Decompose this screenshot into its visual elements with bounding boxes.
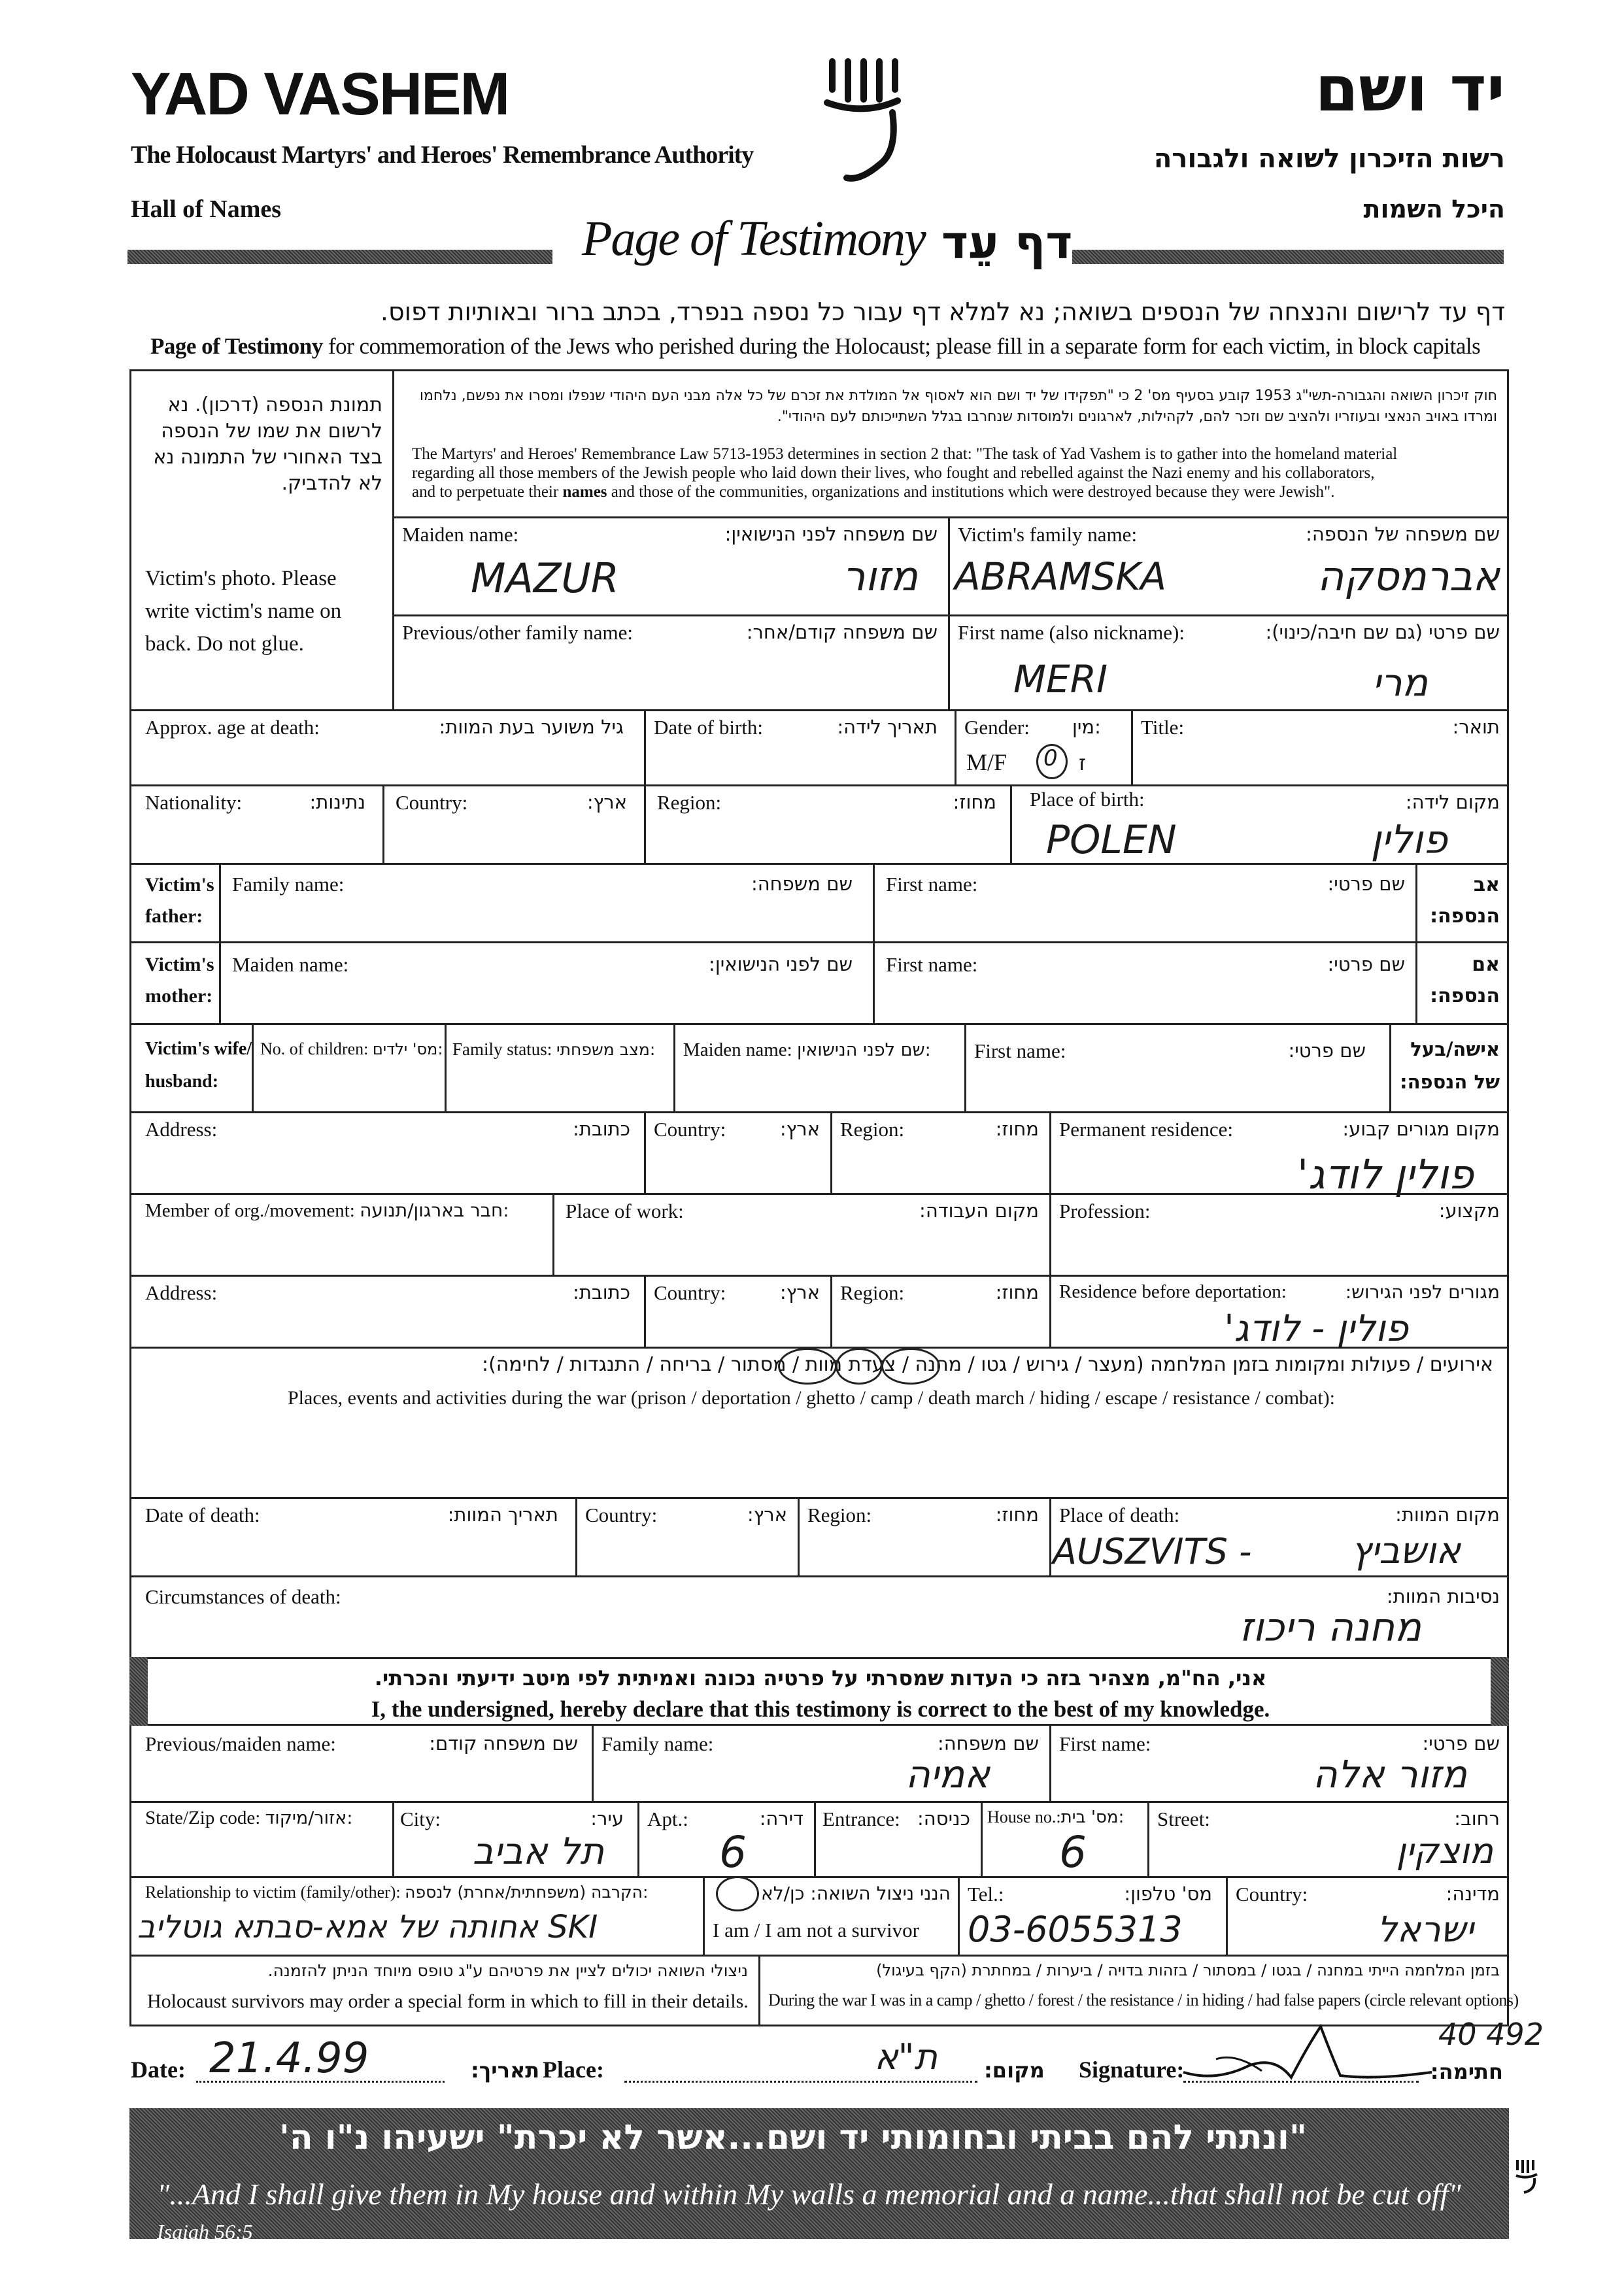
- address2-label: Address:: [145, 1281, 218, 1304]
- first-name-label-he: שם פרטי (גם שם חיבה/כינוי):: [1265, 621, 1500, 643]
- place-label: Place:: [543, 2057, 604, 2083]
- spouse-first-label: First name:: [974, 1039, 1066, 1062]
- dob-label-he: תאריך לידה:: [837, 716, 938, 738]
- date-label-he: תאריך:: [471, 2058, 540, 2083]
- address-country-label: Country:: [654, 1118, 726, 1141]
- spouse-maiden-label: Maiden name: שם לפני הנישואין:: [683, 1039, 931, 1060]
- family-name-value-en[interactable]: ABRAMSKA: [955, 554, 1167, 599]
- pob-label-he: מקום לידה:: [1405, 791, 1500, 813]
- address-region-label: Region:: [840, 1118, 905, 1141]
- mother-maiden-label-he: שם לפני הנישואין:: [709, 953, 853, 975]
- first-name-value-en[interactable]: MERI: [1013, 657, 1108, 701]
- mother-maiden-label: Maiden name:: [232, 953, 349, 976]
- maiden-name-value-en[interactable]: MAZUR: [471, 554, 619, 602]
- father-first-label: First name:: [886, 873, 978, 896]
- pod-value-en[interactable]: AUSZVITS -: [1053, 1531, 1252, 1572]
- family-name-label: Victim's family name:: [958, 523, 1138, 546]
- address-label: Address:: [145, 1118, 218, 1141]
- gender-mark: 0: [1043, 745, 1058, 771]
- org-name-en: YAD VASHEM: [131, 61, 509, 127]
- footer-quote-en: "...And I shall give them in My house and within My walls a memorial and a name...that shall not be cut off" Isaiah 56:5: [157, 2177, 1461, 2244]
- street-label-he: רחוב:: [1454, 1807, 1500, 1830]
- dod-region-label: Region:: [807, 1504, 872, 1526]
- address2-label-he: כתובת:: [573, 1281, 630, 1303]
- tel-label-he: מס' טלפון:: [1124, 1883, 1212, 1905]
- date-value[interactable]: 21.4.99: [209, 2034, 369, 2083]
- relationship-label: Relationship to victim (family/other): הקרבה (משפחתית/אחרת) לנספה:: [145, 1883, 649, 1902]
- corner-note: 40 492: [1438, 2017, 1544, 2052]
- dod-country-label-he: ארץ:: [747, 1504, 787, 1526]
- apt-label: Apt.:: [647, 1807, 688, 1830]
- father-family-label: Family name:: [232, 873, 345, 896]
- street-value[interactable]: מוצקין: [1396, 1830, 1493, 1872]
- events-circle-deportation[interactable]: [881, 1348, 940, 1385]
- gender-options: M/F: [966, 749, 1007, 775]
- subtitle-he: דף עד לרישום והנצחה של הנספים בשואה; נא למלא דף עבור כל נספה בנפרד, בכתב ברור ובאותיות דפוס.: [380, 297, 1505, 326]
- decl-first-label: First name:: [1059, 1732, 1151, 1755]
- previous-name-label: Previous/other family name:: [402, 621, 633, 644]
- nationality-label: Nationality:: [145, 791, 243, 814]
- events-circle-camp[interactable]: [778, 1348, 837, 1385]
- tel-label: Tel.:: [968, 1883, 1004, 1906]
- declaration-bar-right: [1491, 1657, 1509, 1726]
- place-label-he: מקום:: [984, 2058, 1045, 2083]
- maiden-name-label-he: שם משפחה לפני הנישואין:: [724, 523, 938, 545]
- workplace-label: Place of work:: [566, 1200, 684, 1222]
- address2-region-label-he: מחוז:: [995, 1281, 1039, 1303]
- gender-label: Gender:: [964, 716, 1030, 739]
- circ-label: Circumstances of death:: [145, 1585, 341, 1608]
- city-value[interactable]: תל אביב: [472, 1830, 604, 1873]
- events-circle-ghetto[interactable]: [836, 1348, 883, 1385]
- res-deport-value[interactable]: פולין - לודג': [1224, 1307, 1408, 1350]
- profession-label-he: מקצוע:: [1438, 1200, 1500, 1222]
- age-label-he: גיל משוער בעת המוות:: [439, 716, 624, 738]
- profession-label: Profession:: [1059, 1200, 1151, 1222]
- decl-family-label: Family name:: [601, 1732, 714, 1755]
- footer-quote-he: "ונתתי להם בביתי ובחומותי יד ושם...אשר לא יכרת" ישעיהו נ"ו ה': [279, 2118, 1307, 2157]
- res-deport-label-he: מגורים לפני הגירוש:: [1345, 1281, 1500, 1303]
- title-label-he: תואר:: [1452, 716, 1500, 738]
- pob-value-en[interactable]: POLEN: [1046, 817, 1177, 863]
- gender-he-options: ז: [1079, 750, 1087, 775]
- country2-value[interactable]: ישראל: [1377, 1909, 1474, 1950]
- entrance-label-he: כניסה:: [917, 1807, 970, 1830]
- hall-he: היכל השמות: [1363, 195, 1505, 224]
- pod-label-he: מקום המוות:: [1395, 1504, 1500, 1526]
- family-name-label-he: שם משפחה של הנספה:: [1306, 523, 1500, 545]
- maiden-name-label: Maiden name:: [402, 523, 519, 546]
- address-region-label-he: מחוז:: [995, 1118, 1039, 1140]
- survivor-label-he: הנני ניצול השואה: כן/לא: [760, 1883, 951, 1904]
- decl-family-value[interactable]: אמיה: [905, 1752, 990, 1796]
- place-value[interactable]: ת"א: [874, 2036, 938, 2077]
- nationality-label-he: נתינות:: [309, 791, 365, 813]
- title-bar-left: [127, 250, 552, 264]
- page-title-en: Page of Testimony: [582, 211, 925, 266]
- address2-region-label: Region:: [840, 1281, 905, 1304]
- house-value[interactable]: 6: [1059, 1827, 1087, 1877]
- survivor-circle[interactable]: [716, 1876, 759, 1911]
- perm-res-label-he: מקום מגורים קבוע:: [1342, 1118, 1500, 1140]
- circ-value[interactable]: מחנה ריכוז: [1239, 1605, 1421, 1651]
- apt-label-he: דירה:: [759, 1807, 804, 1830]
- events-he: אירועים / פעולות ומקומות בזמן המלחמה (מעצר / גירוש / גטו / מחנה / צעדת מוות / מסתור / בריחה / התנגדות / לחימה):: [481, 1353, 1493, 1376]
- address2-country-label-he: ארץ:: [779, 1281, 820, 1303]
- subtitle-en: [150, 333, 1480, 360]
- decl-first-value[interactable]: מזור אלה: [1312, 1752, 1467, 1796]
- place-line: [624, 2081, 977, 2083]
- dod-label-he: תאריך המוות:: [447, 1504, 558, 1526]
- age-label: Approx. age at death:: [145, 716, 320, 739]
- workplace-label-he: מקום העבודה:: [919, 1200, 1039, 1222]
- declaration-he: אני, הח"מ, מצהיר בזה כי העדות שמסרתי על פרטיה נכונה ואמיתית לפי מיטב ידיעתי והכרתי.: [374, 1666, 1267, 1690]
- father-first-label-he: שם פרטי:: [1327, 873, 1405, 895]
- events-en: Places, events and activities during the war (prison / deportation / ghetto / camp / death march / hiding / escape / resistance / combat):: [288, 1387, 1336, 1409]
- res-deport-label: Residence before deportation:: [1059, 1281, 1287, 1302]
- subtitle-en-bold: Page of Testimony: [150, 333, 323, 359]
- mother-first-label-he: שם פרטי:: [1327, 953, 1405, 975]
- authority-he: רשות הזיכרון לשואה ולגבורה: [1153, 144, 1505, 174]
- relationship-value[interactable]: SKI אחותה של אמא-סבתא גוטליב: [137, 1909, 598, 1945]
- signature-label-he: חתימה:: [1430, 2059, 1503, 2084]
- father-family-label-he: שם משפחה:: [751, 873, 853, 895]
- during-war-he: בזמן המלחמה הייתי במחנה / בגטו / במסתור / בזהות בדויה / ביערות / במחתרת (הקף בעיגול): [876, 1961, 1500, 1979]
- spouse-label-he: אישה/בעל של הנספה:: [1399, 1038, 1500, 1093]
- declaration-bar-left: [129, 1657, 148, 1726]
- children-label: No. of children: מס' ילדים:: [260, 1039, 443, 1058]
- country2-label-he: מדינה:: [1446, 1883, 1500, 1905]
- footer-logo-icon: [1514, 2157, 1540, 2196]
- photo-box-he: תמונת הנספה (דרכון). נא לרשום את שמו של הנספה בצד האחורי של התמונה נא לא להדביק.: [153, 394, 382, 495]
- apt-value[interactable]: 6: [719, 1827, 747, 1877]
- org-name-he: יד ושם: [1315, 52, 1505, 126]
- country2-label: Country:: [1236, 1883, 1308, 1906]
- page-title-he: דף עֵד: [941, 216, 1073, 269]
- law-en-line1: The Martyrs' and Heroes' Remembrance Law 5713-1953 determines in section 2 that: "The task of Yad Vashem is to gather into the homeland material: [412, 445, 1398, 463]
- circ-label-he: נסיבות המוות:: [1386, 1585, 1500, 1607]
- first-name-label: First name (also nickname):: [958, 621, 1185, 644]
- family-name-value-he[interactable]: אברמסקה: [1317, 552, 1500, 600]
- member-label: Member of org./movement: חבר בארגון/תנועה:: [145, 1200, 509, 1221]
- country-label: Country:: [396, 791, 468, 814]
- title-label: Title:: [1141, 716, 1185, 739]
- region-label-he: מחוז:: [953, 791, 996, 813]
- perm-res-value[interactable]: פולין לודג': [1297, 1151, 1474, 1198]
- spouse-label: Victim's wife/ husband:: [145, 1039, 252, 1092]
- dob-label: Date of birth:: [654, 716, 764, 739]
- spouse-first-label-he: שם פרטי:: [1288, 1039, 1366, 1062]
- title-bar-right: [1072, 250, 1504, 264]
- street-label: Street:: [1157, 1807, 1210, 1830]
- prev-maiden-label: Previous/maiden name:: [145, 1732, 336, 1755]
- mother-label: Victim's mother:: [145, 954, 214, 1007]
- pod-label: Place of death:: [1059, 1504, 1180, 1526]
- maiden-name-value-he[interactable]: מזור: [842, 552, 918, 600]
- entrance-label: Entrance:: [822, 1807, 900, 1830]
- tel-value[interactable]: 03-6055313: [968, 1909, 1183, 1950]
- father-label: Victim's father:: [145, 874, 214, 927]
- pob-label: Place of birth:: [1030, 788, 1145, 811]
- survivor-note-en: Holocaust survivors may order a special form in which to fill in their details.: [147, 1991, 749, 2012]
- mother-label-he: אם הנספה:: [1430, 953, 1500, 1007]
- house-label: House no.:מס' בית:: [987, 1807, 1125, 1827]
- address2-country-label: Country:: [654, 1281, 726, 1304]
- dod-region-label-he: מחוז:: [995, 1504, 1039, 1526]
- law-en-line2: regarding all those members of the Jewish people who laid down their lives, who fought and rebelled against the Nazi enemy and his collaborators,: [412, 464, 1375, 482]
- subtitle-en-rest: for commemoration of the Jews who perished during the Holocaust; please fill in a separate form for each victim, in block capitals: [322, 333, 1481, 359]
- city-label-he: עיר:: [590, 1807, 624, 1830]
- photo-box-en: Victim's photo. Please write victim's name on back. Do not glue.: [145, 567, 342, 656]
- decl-first-label-he: שם פרטי:: [1422, 1732, 1500, 1755]
- hall-en: Hall of Names: [131, 195, 282, 223]
- address-country-label-he: ארץ:: [779, 1118, 820, 1140]
- previous-name-label-he: שם משפחה קודם/אחר:: [746, 621, 938, 643]
- country-label-he: ארץ:: [586, 791, 627, 813]
- signature-drawing[interactable]: [1177, 2020, 1438, 2092]
- survivor-label-en: I am / I am not a survivor: [713, 1919, 919, 1941]
- decl-family-label-he: שם משפחה:: [937, 1732, 1039, 1755]
- first-name-value-he[interactable]: מרי: [1372, 660, 1428, 705]
- law-en-line3: and to perpetuate their names and those of the communities, organizations and institutions which were destroyed because they were Jewish".: [412, 483, 1335, 501]
- survivor-note-he: ניצולי השואה יכולים לציין את פרטיהם ע"ג טופס מיוחד הניתן להזמנה.: [267, 1961, 748, 1980]
- pob-value-he[interactable]: פולין: [1370, 817, 1447, 863]
- law-en: [412, 445, 1504, 501]
- prev-maiden-label-he: שם משפחה קודם:: [429, 1732, 578, 1755]
- city-label: City:: [400, 1807, 441, 1830]
- address-label-he: כתובת:: [573, 1118, 630, 1140]
- state-label: State/Zip code: אזור/מיקוד:: [145, 1807, 353, 1828]
- signature-label: Signature:: [1079, 2057, 1185, 2083]
- yad-vashem-logo: [820, 54, 905, 191]
- authority-en: The Holocaust Martyrs' and Heroes' Remembrance Authority: [131, 141, 754, 169]
- date-label: Date:: [131, 2057, 186, 2083]
- gender-label-he: מין:: [1072, 716, 1101, 738]
- family-status-label: Family status: מצב משפחתי:: [452, 1039, 656, 1059]
- dod-label: Date of death:: [145, 1504, 260, 1526]
- pod-value-he[interactable]: אושביץ: [1351, 1530, 1461, 1572]
- dod-country-label: Country:: [585, 1504, 658, 1526]
- law-he: חוק זיכרון השואה והגבורה-תשי"ג 1953 קובע בסעיף מס' 2 כי "תפקידו של יד ושם הוא לאסוף אל המולדת את זכרם של כל אלה מבני העם היהודי שנפלו ומסרו את נפשם, נלחמו ומרדו באויב הנאצי ובעוזריו ולהציב שם וזכר להם, לקהילות, לארגונים ולמוסדות שנחרבו בגלל השתייכותם לעם היהודי".: [420, 388, 1497, 425]
- perm-res-label: Permanent residence:: [1059, 1118, 1233, 1141]
- region-label: Region:: [657, 791, 722, 814]
- during-war-en: During the war I was in a camp / ghetto / forest / the resistance / in hiding / had false papers (circle relevant options): [768, 1991, 1519, 2009]
- declaration-en: I, the undersigned, hereby declare that this testimony is correct to the best of my knowledge.: [371, 1696, 1270, 1722]
- father-label-he: אב הנספה:: [1430, 873, 1500, 928]
- mother-first-label: First name:: [886, 953, 978, 976]
